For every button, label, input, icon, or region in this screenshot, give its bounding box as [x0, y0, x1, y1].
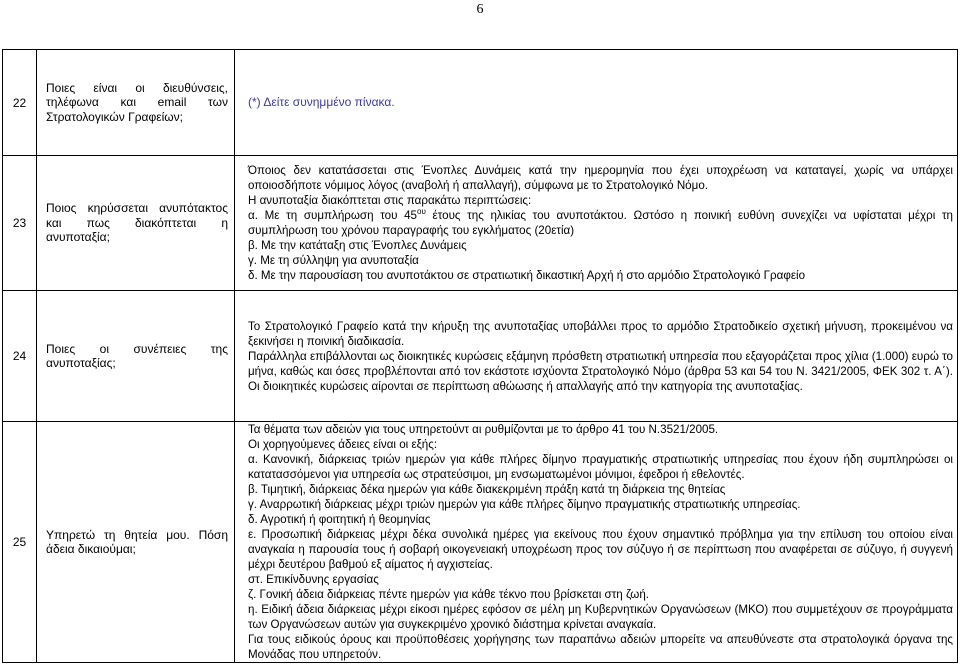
question-cell: Υπηρετώ τη θητεία μου. Πόση άδεια δικαιούμαι;: [37, 422, 235, 663]
answer-cell: [235, 422, 958, 663]
answer-line: β. Με την κατάταξη στις Ένοπλες Δυνάμεις: [248, 239, 467, 252]
answer-line: [248, 208, 953, 238]
answer-line: Οι χορηγούμενες άδειες είναι οι εξής:: [248, 438, 438, 451]
answer-line: Τα θέματα των αδειών για τους υπηρετούντ αι ρυθμίζονται με το άρθρο 41 του Ν.3521/2005.: [248, 423, 719, 436]
answer-line: α. Κανονική, διάρκειας τριών ημερών για κάθε πλήρες δίμηνο πραγματικής στρατιωτικής υπηρεσίας που έχουν ήδη συμπληρώσει οι κατατασσόμενοι για υπηρεσία ως στρατεύσιμοι, μη ενσωματωμένοι μόνιμοι, έφεδροι ή εθελοντές.: [248, 453, 953, 481]
answer-text: α. Με τη συμπλήρωση του 45: [248, 209, 417, 222]
answer-line: δ. Με την παρουσίαση του ανυποτάκτου σε στρατιωτική δικαστική Αρχή ή στο αρμόδιο Στρατολογικό Γραφείο: [248, 269, 806, 282]
question-cell: Ποιες είναι οι διευθύνσεις, τηλέφωνα και email των Στρατολογικών Γραφείων;: [37, 50, 235, 156]
answer-line: Όποιος δεν κατατάσσεται στις Ένοπλες Δυνάμεις κατά την ημερομηνία που έχει υποχρέωση να καταταγεί, χωρίς να υπάρχει οποιοσδήποτε νόμιμος λόγος (αναβολή ή απαλλαγή), σύμφωνα με το Στρατολογικό Νόμο.: [248, 164, 953, 192]
answer-line: γ. Με τη σύλληψη για ανυποταξία: [248, 254, 419, 267]
table-row: [3, 291, 958, 422]
answer-line: δ. Αγροτική ή φοιτητική ή θεομηνίας: [248, 513, 431, 526]
row-number: 25: [3, 422, 37, 663]
answer-line: ζ. Γονική άδεια διάρκειας πέντε ημερών για κάθε τέκνο που βρίσκεται στη ζωή.: [248, 588, 650, 601]
answer-line: γ. Αναρρωτική διάρκειας μέχρι τριών ημερών για κάθε πλήρες δίμηνο πραγματικής στρατιωτικής υπηρεσίας.: [248, 498, 801, 511]
answer-line: Για τους ειδικούς όρους και προϋποθέσεις χορήγησης των παραπάνω αδειών μπορείτε να απευθύνεστε στα στρατολογικά όργανα της Μονάδας που υπηρετούν.: [248, 633, 953, 661]
answer-line: ε. Προσωπική διάρκειας μέχρι δέκα συνολικά ημέρες για εκείνους που έχουν σημαντικό πρόβλημα για την επίλυση του οποίου είναι αναγκαία η παρουσία τους ή σοβαρή οικογενειακή υποχρέωση προς τον σύζυγο ή σε περίπτωση που αναφέρεται σε σύζυγο, ή συγγενή μέχρι δευτέρου βαθμού εξ αίματος ή αγχιστείας.: [248, 528, 953, 571]
table-row: [3, 422, 958, 663]
answer-cell: [235, 291, 958, 422]
table-row: [3, 156, 958, 291]
answer-line: στ. Επικίνδυνης εργασίας: [248, 573, 379, 586]
answer-cell: [235, 50, 958, 156]
faq-table: [2, 49, 958, 663]
row-number: 24: [3, 291, 37, 422]
row-number: 22: [3, 50, 37, 156]
answer-line: β. Τιμητική, διάρκειας δέκα ημερών για κάθε διακεκριμένη πράξη κατά τη διάρκεια της θητείας: [248, 483, 726, 496]
answer-line: Η ανυποταξία διακόπτεται στις παρακάτω περιπτώσεις:: [248, 194, 532, 207]
answer-line: (*) Δείτε συνημμένο πίνακα.: [248, 95, 395, 109]
question-cell: Ποιες οι συνέπειες της ανυποταξίας;: [37, 291, 235, 422]
row-number: 23: [3, 156, 37, 291]
answer-line: Το Στρατολογικό Γραφείο κατά την κήρυξη της ανυποταξίας υποβάλλει προς το αρμόδιο Στρατοδικείο σχετική μήνυση, προκειμένου να ξεκινήσει η ποινική διαδικασία.: [248, 319, 953, 348]
answer-text: έτους της ηλικίας του ανυποτάκτου. Ωστόσο η ποινική ευθύνη συνεχίζει να υφίσταται μέχρι τη συμπλήρωση του χρόνου παραγραφής του εγκλήματος (20ετία): [248, 209, 953, 237]
ordinal-superscript: ου: [417, 207, 426, 217]
answer-line: η. Ειδική άδεια διάρκειας μέχρι είκοσι ημέρες εφόσον σε μέλη μη Κυβερνητικών Οργανώσεων (ΜΚΟ) που συμμετέχουν σε προγράμματα των Οργανώσεων αυτών για συγκεκριμένο χρονικό διάστημα κρίνεται αναγκαία.: [248, 603, 953, 631]
question-cell: Ποιος κηρύσσεται ανυπότακτος και πως διακόπτεται η ανυποταξία;: [37, 156, 235, 291]
table-row: [3, 50, 958, 156]
answer-line: Παράλληλα επιβάλλονται ως διοικητικές κυρώσεις εξάμηνη πρόσθετη στρατιωτική υπηρεσία που εξαγοράζεται προς χίλια (1.000) ευρώ το μήνα, καθώς και όσες προβλέπονται από τον εκάστοτε ισχύοντα Στρατολογικό Νόμο (άρθρα 53 και 54 του Ν. 3421/2005, ΦΕΚ 302 τ. Α΄). Οι διοικητικές κυρώσεις αίρονται σε περίπτωση αθώωσης ή απαλλαγής από την κατηγορία της ανυποταξίας.: [248, 349, 953, 393]
page-number: 6: [476, 2, 484, 17]
answer-cell: [235, 156, 958, 291]
